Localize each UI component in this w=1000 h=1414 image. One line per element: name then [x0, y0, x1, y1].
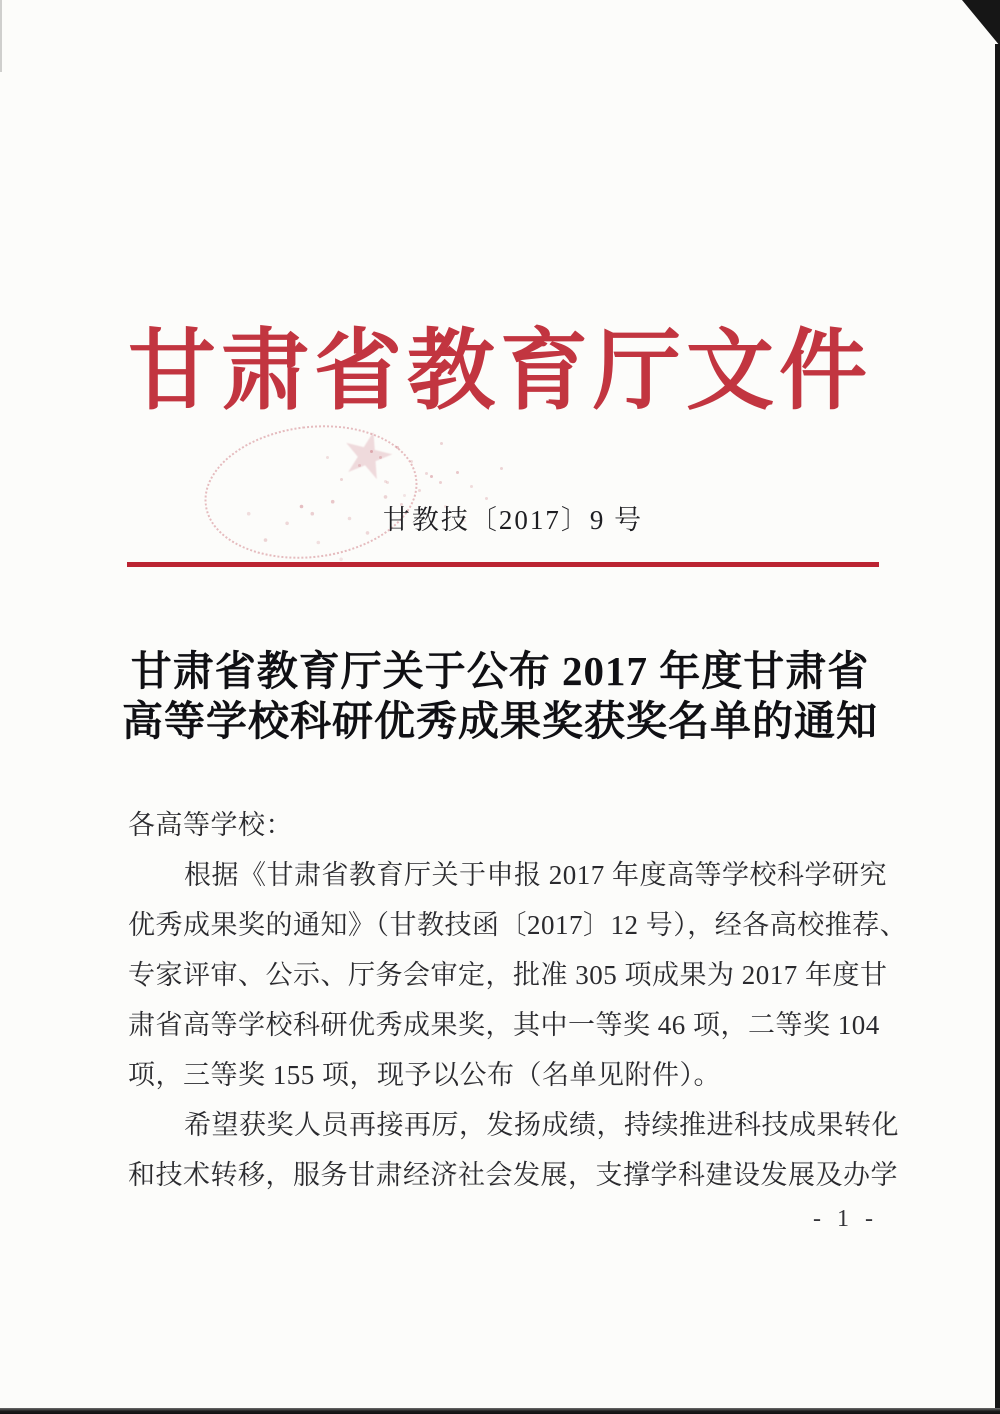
- document-title: [0, 646, 1000, 746]
- salutation: 各高等学校：: [128, 810, 293, 840]
- body-line: 希望获奖人员再接再厉，发扬成绩，持续推进科技成果转化: [184, 1110, 899, 1140]
- seal-ink-speckles: [430, 475, 433, 478]
- document-title-line-1: 甘肃省教育厅关于公布 2017 年度甘肃省: [130, 648, 870, 694]
- document-number: 甘教技〔2017〕9 号: [382, 505, 644, 535]
- document-title-line-2: 高等学校科研优秀成果奖获奖名单的通知: [122, 698, 878, 744]
- body-line: 和技术转移，服务甘肃经济社会发展，支撑学科建设发展及办学: [128, 1160, 898, 1190]
- body-line: 项，三等奖 155 项，现予以公布（名单见附件）。: [128, 1060, 721, 1090]
- official-seal-stamp-icon: [197, 413, 425, 570]
- document-body: [128, 800, 908, 1200]
- scan-edge-left: [0, 0, 2, 72]
- letterhead-divider-rule: [127, 562, 879, 567]
- body-line: 优秀成果奖的通知》（甘教技函〔2017〕12 号），经各高校推荐、: [128, 910, 908, 940]
- body-line: 根据《甘肃省教育厅关于申报 2017 年度高等学校科学研究: [184, 860, 887, 890]
- body-line: 专家评审、公示、厅务会审定，批准 305 项成果为 2017 年度甘: [128, 960, 888, 990]
- letterhead-title: 甘肃省教育厅文件: [127, 324, 872, 421]
- page-number: - 1 -: [813, 1206, 878, 1232]
- body-line: 肃省高等学校科研优秀成果奖，其中一等奖 46 项，二等奖 104: [128, 1010, 880, 1040]
- scan-edge-bottom: [0, 1408, 1000, 1414]
- seal-star-icon: ★: [331, 412, 404, 497]
- seal-ink-speckles: [370, 450, 373, 453]
- scan-corner-artifact: [962, 0, 1000, 46]
